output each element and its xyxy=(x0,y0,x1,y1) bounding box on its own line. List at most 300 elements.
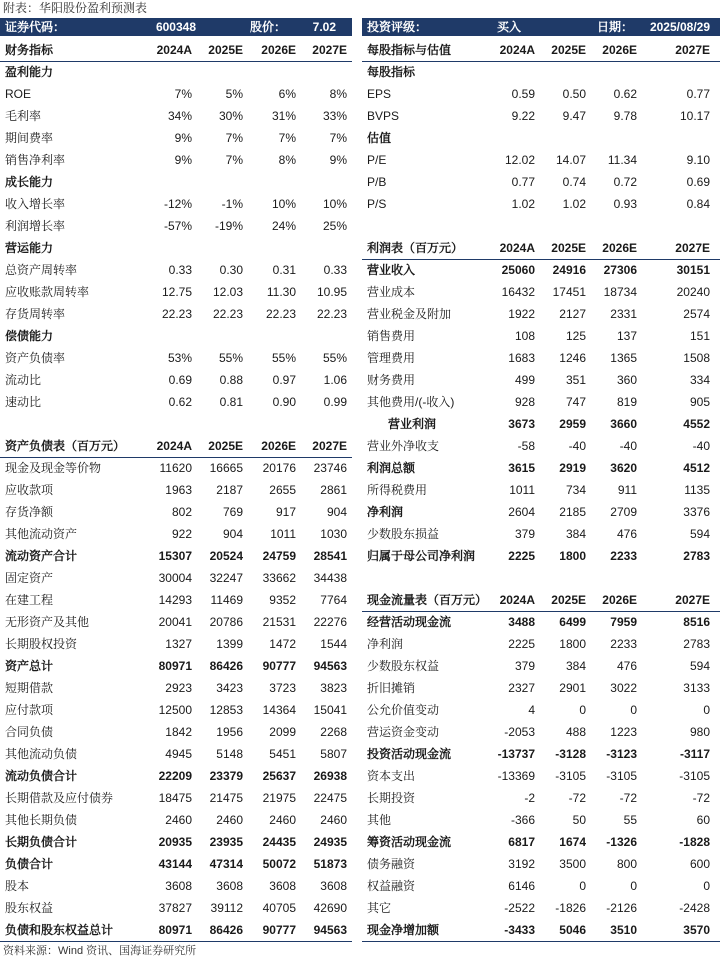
table-row xyxy=(0,744,352,766)
value-cell: 1327 xyxy=(165,637,192,651)
table-row xyxy=(362,766,720,788)
table-row xyxy=(362,480,720,502)
value-cell: 6499 xyxy=(559,615,586,629)
column-header: 2026E xyxy=(602,43,637,57)
section-label: 估值 xyxy=(367,131,392,145)
table-row xyxy=(362,524,720,546)
value-cell: 20041 xyxy=(158,615,192,629)
value-cell: 10% xyxy=(271,197,296,211)
value-cell: 2959 xyxy=(559,417,586,431)
value-cell: -2522 xyxy=(504,901,535,915)
table-row xyxy=(0,502,352,524)
table-header-row xyxy=(362,40,720,62)
row-label: 存货净额 xyxy=(5,505,54,519)
table-row xyxy=(0,150,352,172)
value-cell: 1800 xyxy=(559,637,586,651)
value-cell: 21975 xyxy=(262,791,296,805)
value-cell: -1% xyxy=(221,197,243,211)
value-cell: 922 xyxy=(171,527,192,541)
section-row xyxy=(0,172,352,194)
value-cell: 2099 xyxy=(269,725,296,739)
value-cell: 94563 xyxy=(313,659,347,673)
value-cell: 0.93 xyxy=(613,197,637,211)
column-header: 2027E xyxy=(312,43,347,57)
value-cell: 7% xyxy=(225,153,243,167)
value-cell: 9% xyxy=(329,153,347,167)
value-cell: 42690 xyxy=(313,901,347,915)
value-cell: -366 xyxy=(510,813,535,827)
value-cell: 3510 xyxy=(610,923,637,937)
value-cell: 1956 xyxy=(216,725,243,739)
row-label: 归属于母公司净利润 xyxy=(367,549,476,563)
table-row xyxy=(362,106,720,128)
table-row xyxy=(0,524,352,546)
value-cell: 24759 xyxy=(262,549,296,563)
value-cell: 1.06 xyxy=(323,373,347,387)
value-cell: 802 xyxy=(171,505,192,519)
value-cell: 90777 xyxy=(262,923,296,937)
value-cell: 0.81 xyxy=(219,395,243,409)
section-label: 偿债能力 xyxy=(5,329,54,343)
value-cell: 4512 xyxy=(683,461,710,475)
stock-price-label: 股价： xyxy=(250,20,287,34)
value-cell: 2574 xyxy=(683,307,710,321)
table-row xyxy=(362,546,720,568)
row-label: BVPS xyxy=(367,109,400,123)
value-cell: 2225 xyxy=(508,549,535,563)
value-cell: 3500 xyxy=(559,857,586,871)
row-label: 资产负债率 xyxy=(5,351,66,365)
value-cell: -1828 xyxy=(679,835,710,849)
row-label: 利润增长率 xyxy=(5,219,66,233)
table-row xyxy=(0,546,352,568)
value-cell: 125 xyxy=(565,329,586,343)
row-label: 销售费用 xyxy=(367,329,416,343)
value-cell: -12% xyxy=(163,197,192,211)
row-label: 其他费用/(-收入) xyxy=(367,395,455,409)
row-label: 营业收入 xyxy=(367,263,416,277)
table-row xyxy=(0,656,352,678)
value-cell: 24916 xyxy=(552,263,586,277)
table-row xyxy=(362,172,720,194)
value-cell: -1326 xyxy=(606,835,637,849)
column-header: 2027E xyxy=(675,593,710,607)
value-cell: 2783 xyxy=(683,637,710,651)
table-header-row xyxy=(0,436,352,458)
value-cell: -40 xyxy=(568,439,586,453)
value-cell: 2923 xyxy=(165,681,192,695)
value-cell: -19% xyxy=(214,219,243,233)
value-cell: -2053 xyxy=(504,725,535,739)
row-label: 其它 xyxy=(367,901,392,915)
section-row xyxy=(362,62,720,84)
row-label: 收入增长率 xyxy=(5,197,66,211)
value-cell: 2127 xyxy=(559,307,586,321)
value-cell: 55% xyxy=(322,351,347,365)
value-cell: 0.59 xyxy=(511,87,535,101)
value-cell: 30004 xyxy=(158,571,192,585)
value-cell: 9352 xyxy=(269,593,296,607)
value-cell: 24% xyxy=(271,219,296,233)
row-label: 净利润 xyxy=(367,637,404,651)
row-label: 合同负债 xyxy=(5,725,54,739)
value-cell: 53% xyxy=(167,351,192,365)
value-cell: 3022 xyxy=(610,681,637,695)
row-label: 速动比 xyxy=(5,395,42,409)
section-row xyxy=(362,128,720,150)
table-title: 现金流量表（百万元） xyxy=(367,593,488,607)
value-cell: 0 xyxy=(630,703,637,717)
section-label: 成长能力 xyxy=(5,175,54,189)
value-cell: 22209 xyxy=(158,769,192,783)
table-row xyxy=(362,788,720,810)
value-cell: 33662 xyxy=(262,571,296,585)
table-header-row xyxy=(362,590,720,612)
value-cell: 2655 xyxy=(269,483,296,497)
table-row xyxy=(362,920,720,942)
value-cell: 0 xyxy=(703,703,710,717)
row-label: 流动负债合计 xyxy=(5,769,78,783)
value-cell: 30151 xyxy=(676,263,710,277)
value-cell: 384 xyxy=(565,527,586,541)
row-label: 少数股东权益 xyxy=(367,659,440,673)
value-cell: 1399 xyxy=(216,637,243,651)
value-cell: -40 xyxy=(619,439,637,453)
value-cell: 0.62 xyxy=(613,87,637,101)
value-cell: 80971 xyxy=(158,923,192,937)
table-row xyxy=(0,854,352,876)
table-row xyxy=(362,876,720,898)
row-label: 长期投资 xyxy=(367,791,416,805)
value-cell: 20524 xyxy=(209,549,243,563)
value-cell: 2901 xyxy=(559,681,586,695)
value-cell: 734 xyxy=(565,483,586,497)
date-label: 日期： xyxy=(597,20,634,34)
value-cell: 600 xyxy=(689,857,710,871)
value-cell: 151 xyxy=(689,329,710,343)
table-row xyxy=(0,810,352,832)
value-cell: 1683 xyxy=(508,351,535,365)
row-label: 长期股权投资 xyxy=(5,637,78,651)
table-row xyxy=(0,678,352,700)
value-cell: 0 xyxy=(630,879,637,893)
value-cell: -72 xyxy=(619,791,637,805)
table-row xyxy=(362,700,720,722)
row-label: 其他流动负债 xyxy=(5,747,78,761)
value-cell: 2225 xyxy=(508,637,535,651)
table-row xyxy=(0,106,352,128)
value-cell: 50072 xyxy=(262,857,296,871)
table-row xyxy=(362,194,720,216)
table-row xyxy=(0,766,352,788)
value-cell: 21531 xyxy=(262,615,296,629)
value-cell: 5046 xyxy=(559,923,586,937)
value-cell: 23379 xyxy=(209,769,243,783)
value-cell: 60 xyxy=(696,813,710,827)
table-row xyxy=(362,392,720,414)
rating-label: 投资评级： xyxy=(367,20,428,34)
value-cell: 9.22 xyxy=(511,109,535,123)
value-cell: 5807 xyxy=(320,747,347,761)
value-cell: -72 xyxy=(692,791,710,805)
row-label: 应收账款周转率 xyxy=(5,285,90,299)
row-label: 现金净增加额 xyxy=(367,923,440,937)
value-cell: 8% xyxy=(329,87,347,101)
value-cell: 12.75 xyxy=(161,285,192,299)
table-row xyxy=(0,832,352,854)
column-header: 2025E xyxy=(551,43,586,57)
value-cell: 39112 xyxy=(210,901,243,915)
value-cell: 80971 xyxy=(158,659,192,673)
value-cell: 9.10 xyxy=(686,153,710,167)
value-cell: 20176 xyxy=(262,461,296,475)
value-cell: 1963 xyxy=(165,483,192,497)
section-label: 每股指标 xyxy=(367,65,416,79)
value-cell: 2233 xyxy=(610,637,637,651)
value-cell: 980 xyxy=(689,725,710,739)
column-header: 2026E xyxy=(261,439,296,453)
row-label: ROE xyxy=(5,87,32,101)
value-cell: 3608 xyxy=(216,879,243,893)
value-cell: 3660 xyxy=(610,417,637,431)
section-row xyxy=(0,326,352,348)
value-cell: 0.72 xyxy=(613,175,637,189)
value-cell: 2460 xyxy=(216,813,243,827)
row-label: 其他 xyxy=(367,813,392,827)
row-label: 应付款项 xyxy=(5,703,54,717)
value-cell: 22475 xyxy=(313,791,347,805)
row-label: 长期借款及应付债券 xyxy=(5,791,114,805)
row-label: 总资产周转率 xyxy=(5,263,78,277)
value-cell: 3608 xyxy=(269,879,296,893)
value-cell: -3128 xyxy=(555,747,586,761)
value-cell: 6% xyxy=(278,87,296,101)
table-row xyxy=(362,722,720,744)
value-cell: 3823 xyxy=(320,681,347,695)
table-row xyxy=(362,744,720,766)
row-label: P/E xyxy=(367,153,387,167)
value-cell: 9.78 xyxy=(613,109,637,123)
value-cell: -2428 xyxy=(679,901,710,915)
value-cell: 3488 xyxy=(508,615,535,629)
row-label: 公允价值变动 xyxy=(367,703,440,717)
row-label: EPS xyxy=(367,87,392,101)
value-cell: 25% xyxy=(322,219,347,233)
value-cell: 0.50 xyxy=(562,87,586,101)
section-label: 营运能力 xyxy=(5,241,54,255)
value-cell: 7% xyxy=(329,131,347,145)
value-cell: 18734 xyxy=(603,285,637,299)
table-row xyxy=(0,590,352,612)
table-row xyxy=(362,502,720,524)
row-label: 利润总额 xyxy=(367,461,416,475)
row-label: 投资活动现金流 xyxy=(367,747,452,761)
value-cell: 3673 xyxy=(508,417,535,431)
value-cell: 2187 xyxy=(216,483,243,497)
table-row xyxy=(0,612,352,634)
source-note: 资料来源：Wind 资讯、国海证券研究所 xyxy=(3,945,197,957)
column-header: 2024A xyxy=(499,241,535,255)
row-label: 负债合计 xyxy=(5,857,54,871)
table-row xyxy=(0,370,352,392)
value-cell: 4 xyxy=(528,703,535,717)
table-row xyxy=(362,436,720,458)
value-cell: 3192 xyxy=(508,857,535,871)
value-cell: 594 xyxy=(689,659,710,673)
value-cell: 18475 xyxy=(158,791,192,805)
value-cell: -1826 xyxy=(555,901,586,915)
value-cell: 21475 xyxy=(209,791,243,805)
table-row xyxy=(362,678,720,700)
value-cell: 55% xyxy=(218,351,243,365)
value-cell: 0 xyxy=(579,879,586,893)
value-cell: 360 xyxy=(616,373,637,387)
value-cell: 25637 xyxy=(262,769,296,783)
row-label: 所得税费用 xyxy=(367,483,428,497)
value-cell: 15041 xyxy=(313,703,347,717)
row-label: 长期负债合计 xyxy=(5,835,78,849)
value-cell: 2327 xyxy=(508,681,535,695)
value-cell: 594 xyxy=(689,527,710,541)
column-header: 2026E xyxy=(261,43,296,57)
value-cell: -2 xyxy=(524,791,535,805)
column-header: 2027E xyxy=(675,43,710,57)
row-label: 固定资产 xyxy=(5,571,54,585)
value-cell: 1544 xyxy=(320,637,347,651)
table-row xyxy=(362,304,720,326)
value-cell: 5148 xyxy=(216,747,243,761)
value-cell: 8516 xyxy=(683,615,710,629)
table-row xyxy=(0,568,352,590)
value-cell: 51873 xyxy=(313,857,347,871)
value-cell: 905 xyxy=(689,395,710,409)
value-cell: 0.99 xyxy=(323,395,347,409)
value-cell: 4945 xyxy=(165,747,192,761)
value-cell: 0.97 xyxy=(272,373,296,387)
table-row xyxy=(362,326,720,348)
table-row xyxy=(0,128,352,150)
value-cell: 1842 xyxy=(165,725,192,739)
row-label: 应收款项 xyxy=(5,483,54,497)
table-row xyxy=(0,282,352,304)
value-cell: 15307 xyxy=(158,549,192,563)
row-label: 净利润 xyxy=(367,505,404,519)
row-label: P/B xyxy=(367,175,387,189)
value-cell: 34438 xyxy=(313,571,347,585)
column-header: 2025E xyxy=(551,593,586,607)
value-cell: 499 xyxy=(514,373,535,387)
value-cell: 7764 xyxy=(320,593,347,607)
value-cell: 1030 xyxy=(320,527,347,541)
table-row xyxy=(0,920,352,942)
value-cell: -3117 xyxy=(679,747,710,761)
value-cell: 20935 xyxy=(158,835,192,849)
table-row xyxy=(362,458,720,480)
value-cell: 22276 xyxy=(313,615,347,629)
value-cell: -3433 xyxy=(504,923,535,937)
value-cell: 34% xyxy=(167,109,192,123)
value-cell: 769 xyxy=(222,505,243,519)
value-cell: 47314 xyxy=(209,857,243,871)
row-label: 其他长期负债 xyxy=(5,813,78,827)
value-cell: 2709 xyxy=(610,505,637,519)
row-label: 债务融资 xyxy=(367,857,416,871)
value-cell: 11.34 xyxy=(607,153,637,167)
row-label: 资产总计 xyxy=(5,659,54,673)
column-header: 2025E xyxy=(208,43,243,57)
table-row xyxy=(0,634,352,656)
value-cell: 7959 xyxy=(610,615,637,629)
value-cell: 7% xyxy=(174,87,192,101)
value-cell: 1.02 xyxy=(511,197,535,211)
row-label: 财务费用 xyxy=(367,373,416,387)
value-cell: 31% xyxy=(271,109,296,123)
value-cell: 2460 xyxy=(269,813,296,827)
value-cell: 5451 xyxy=(269,747,296,761)
value-cell: 10.95 xyxy=(316,285,347,299)
table-row xyxy=(362,854,720,876)
row-label: 流动资产合计 xyxy=(5,549,78,563)
value-cell: 904 xyxy=(326,505,347,519)
value-cell: 20240 xyxy=(676,285,710,299)
table-row xyxy=(0,898,352,920)
value-cell: 1246 xyxy=(559,351,586,365)
value-cell: 7% xyxy=(225,131,243,145)
value-cell: 1472 xyxy=(269,637,296,651)
value-cell: 11.30 xyxy=(266,285,296,299)
table-row xyxy=(362,84,720,106)
value-cell: 0.90 xyxy=(272,395,296,409)
value-cell: 55% xyxy=(271,351,296,365)
table-row xyxy=(0,194,352,216)
column-header: 2026E xyxy=(602,593,637,607)
value-cell: 928 xyxy=(514,395,535,409)
value-cell: 2861 xyxy=(320,483,347,497)
value-cell: 0.62 xyxy=(168,395,192,409)
value-cell: 3423 xyxy=(216,681,243,695)
table-row xyxy=(362,348,720,370)
value-cell: 33% xyxy=(322,109,347,123)
value-cell: 1011 xyxy=(509,483,535,497)
value-cell: -58 xyxy=(517,439,535,453)
value-cell: -2126 xyxy=(606,901,637,915)
value-cell: 2783 xyxy=(683,549,710,563)
value-cell: 37827 xyxy=(158,901,192,915)
value-cell: 94563 xyxy=(313,923,347,937)
column-header: 2025E xyxy=(551,241,586,255)
value-cell: 23935 xyxy=(209,835,243,849)
value-cell: 12500 xyxy=(158,703,192,717)
value-cell: 0.77 xyxy=(511,175,535,189)
value-cell: 30% xyxy=(218,109,243,123)
row-label: 营业外净收支 xyxy=(367,439,440,453)
value-cell: 819 xyxy=(616,395,637,409)
table-row xyxy=(362,612,720,634)
value-cell: 27306 xyxy=(603,263,637,277)
row-label: 流动比 xyxy=(5,373,42,387)
value-cell: 917 xyxy=(275,505,296,519)
value-cell: 14293 xyxy=(158,593,192,607)
value-cell: 3608 xyxy=(165,879,192,893)
value-cell: 12.02 xyxy=(504,153,535,167)
value-cell: 0.74 xyxy=(562,175,586,189)
value-cell: 86426 xyxy=(209,923,243,937)
row-label: 在建工程 xyxy=(5,593,54,607)
value-cell: 351 xyxy=(565,373,586,387)
value-cell: 0.84 xyxy=(686,197,710,211)
value-cell: 0.77 xyxy=(686,87,710,101)
value-cell: 2919 xyxy=(559,461,586,475)
